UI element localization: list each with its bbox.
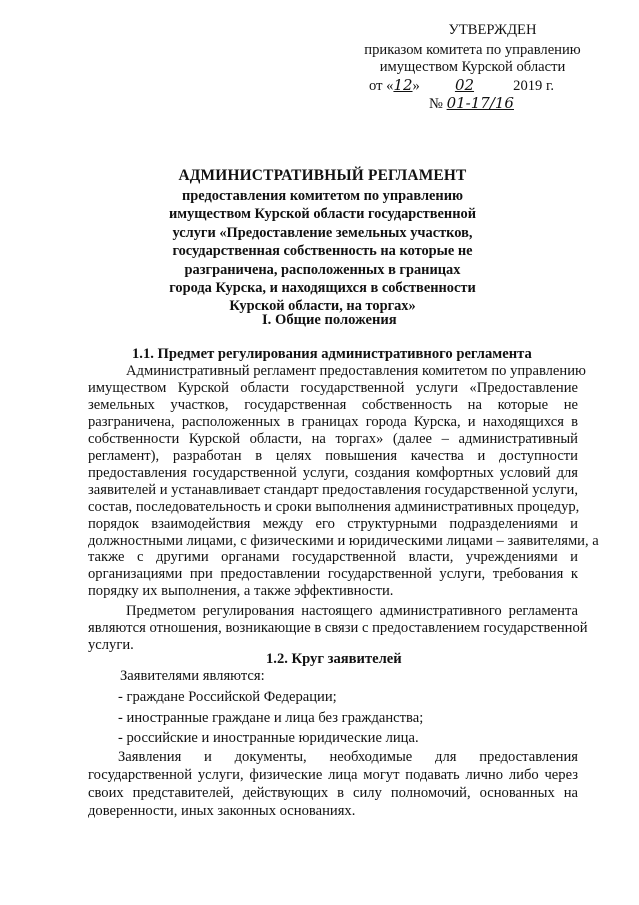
- text-line: разграничена, расположенных в границах города Курска, и находящихся в: [88, 413, 578, 430]
- text-line: доверенности, иных законных основаниях.: [88, 803, 356, 819]
- text-line: своих представителей, действующих в силу полномочий, основанных на: [88, 785, 578, 801]
- subsection-1-1-heading: 1.1. Предмет регулирования административного регламента: [132, 346, 532, 362]
- regulation-title: [150, 166, 495, 316]
- text-line: также с другими органами государственной власти, учреждениями и: [88, 549, 578, 566]
- subsection-1-1-paragraph-1: [88, 363, 599, 600]
- list-item: - граждане Российской Федерации;: [118, 688, 337, 705]
- approval-date: [355, 77, 590, 96]
- text-line: организациями при предоставлении государственной услуги, требования к: [88, 566, 578, 583]
- date-prefix: от «: [369, 77, 394, 94]
- applicants-list: [88, 666, 578, 749]
- text-line: земельных участков, государственная собственность на которые не: [88, 396, 578, 413]
- order-line-2: имуществом Курской области: [379, 59, 566, 75]
- approved-label: УТВЕРЖДЕН: [448, 22, 537, 38]
- approval-stamp: [355, 22, 590, 114]
- number-prefix: №: [429, 96, 443, 112]
- subsection-1-1-paragraph-2: [88, 603, 588, 654]
- text-line: Предметом регулирования настоящего административного регламента: [126, 603, 578, 619]
- title-sub-line: государственная собственность на которые не: [172, 243, 473, 260]
- title-subtitle: [150, 187, 495, 316]
- title-main: АДМИНИСТРАТИВНЫЙ РЕГЛАМЕНТ: [178, 167, 467, 184]
- text-line: предоставления государственной услуги, создания комфортных условий для: [88, 464, 578, 481]
- subsection-1-2-paragraph: [88, 748, 578, 820]
- date-quote-close: »: [412, 77, 420, 94]
- date-month-underline: [423, 77, 505, 96]
- list-item: Заявителями являются:: [120, 668, 265, 684]
- title-sub-line: услуги «Предоставление земельных участков,: [172, 224, 473, 241]
- text-line: имуществом Курской области государственной услуги «Предоставление: [88, 379, 578, 396]
- text-line: должностными лицами, с физическими и юридическими лицами – заявителями, а: [88, 532, 599, 549]
- date-day: 12: [393, 75, 413, 94]
- date-year: 2019 г.: [513, 77, 554, 94]
- title-sub-line: предоставления комитетом по управлению: [182, 188, 463, 204]
- text-line: заявителей и устанавливает стандарт предоставления государственной услуги,: [88, 481, 578, 498]
- list-item: - иностранные граждане и лица без гражданства;: [118, 709, 424, 726]
- text-line: услуги.: [88, 636, 134, 653]
- text-line: Административный регламент предоставления комитетом по управлению: [126, 363, 586, 379]
- number-value: 01-17/16: [446, 94, 514, 112]
- title-sub-line: города Курска, и находящихся в собственности: [169, 280, 476, 297]
- list-item: - российские и иностранные юридические лица.: [118, 730, 419, 747]
- text-line: Заявления и документы, необходимые для предоставления: [118, 749, 578, 765]
- text-line: регламент), разработан в целях повышения качества и доступности: [88, 447, 578, 464]
- text-line: порядок взаимодействия между его структурными подразделениями и: [88, 515, 578, 532]
- title-sub-line: имуществом Курской области государственной: [169, 206, 476, 223]
- approval-number: [355, 95, 590, 114]
- text-line: собственности Курской области, на торгах» (далее – административный: [88, 430, 578, 447]
- text-line: порядку их выполнения, а также эффективности.: [88, 583, 394, 600]
- text-line: являются отношения, возникающие в связи с предоставлением государственной: [88, 619, 588, 636]
- title-sub-line: Курской области, на торгах»: [229, 298, 416, 315]
- title-sub-line: разграничена, расположенных в границах: [184, 261, 461, 278]
- section-1-heading: I. Общие положения: [262, 312, 397, 328]
- date-month: 02: [454, 75, 475, 94]
- order-line-1: приказом комитета по управлению: [364, 41, 581, 58]
- text-line: государственной услуги, физические лица могут подавать лично либо через: [88, 767, 578, 783]
- text-line: состав, последовательность и сроки выполнения административных процедур,: [88, 498, 580, 515]
- subsection-1-2-heading: 1.2. Круг заявителей: [266, 651, 402, 667]
